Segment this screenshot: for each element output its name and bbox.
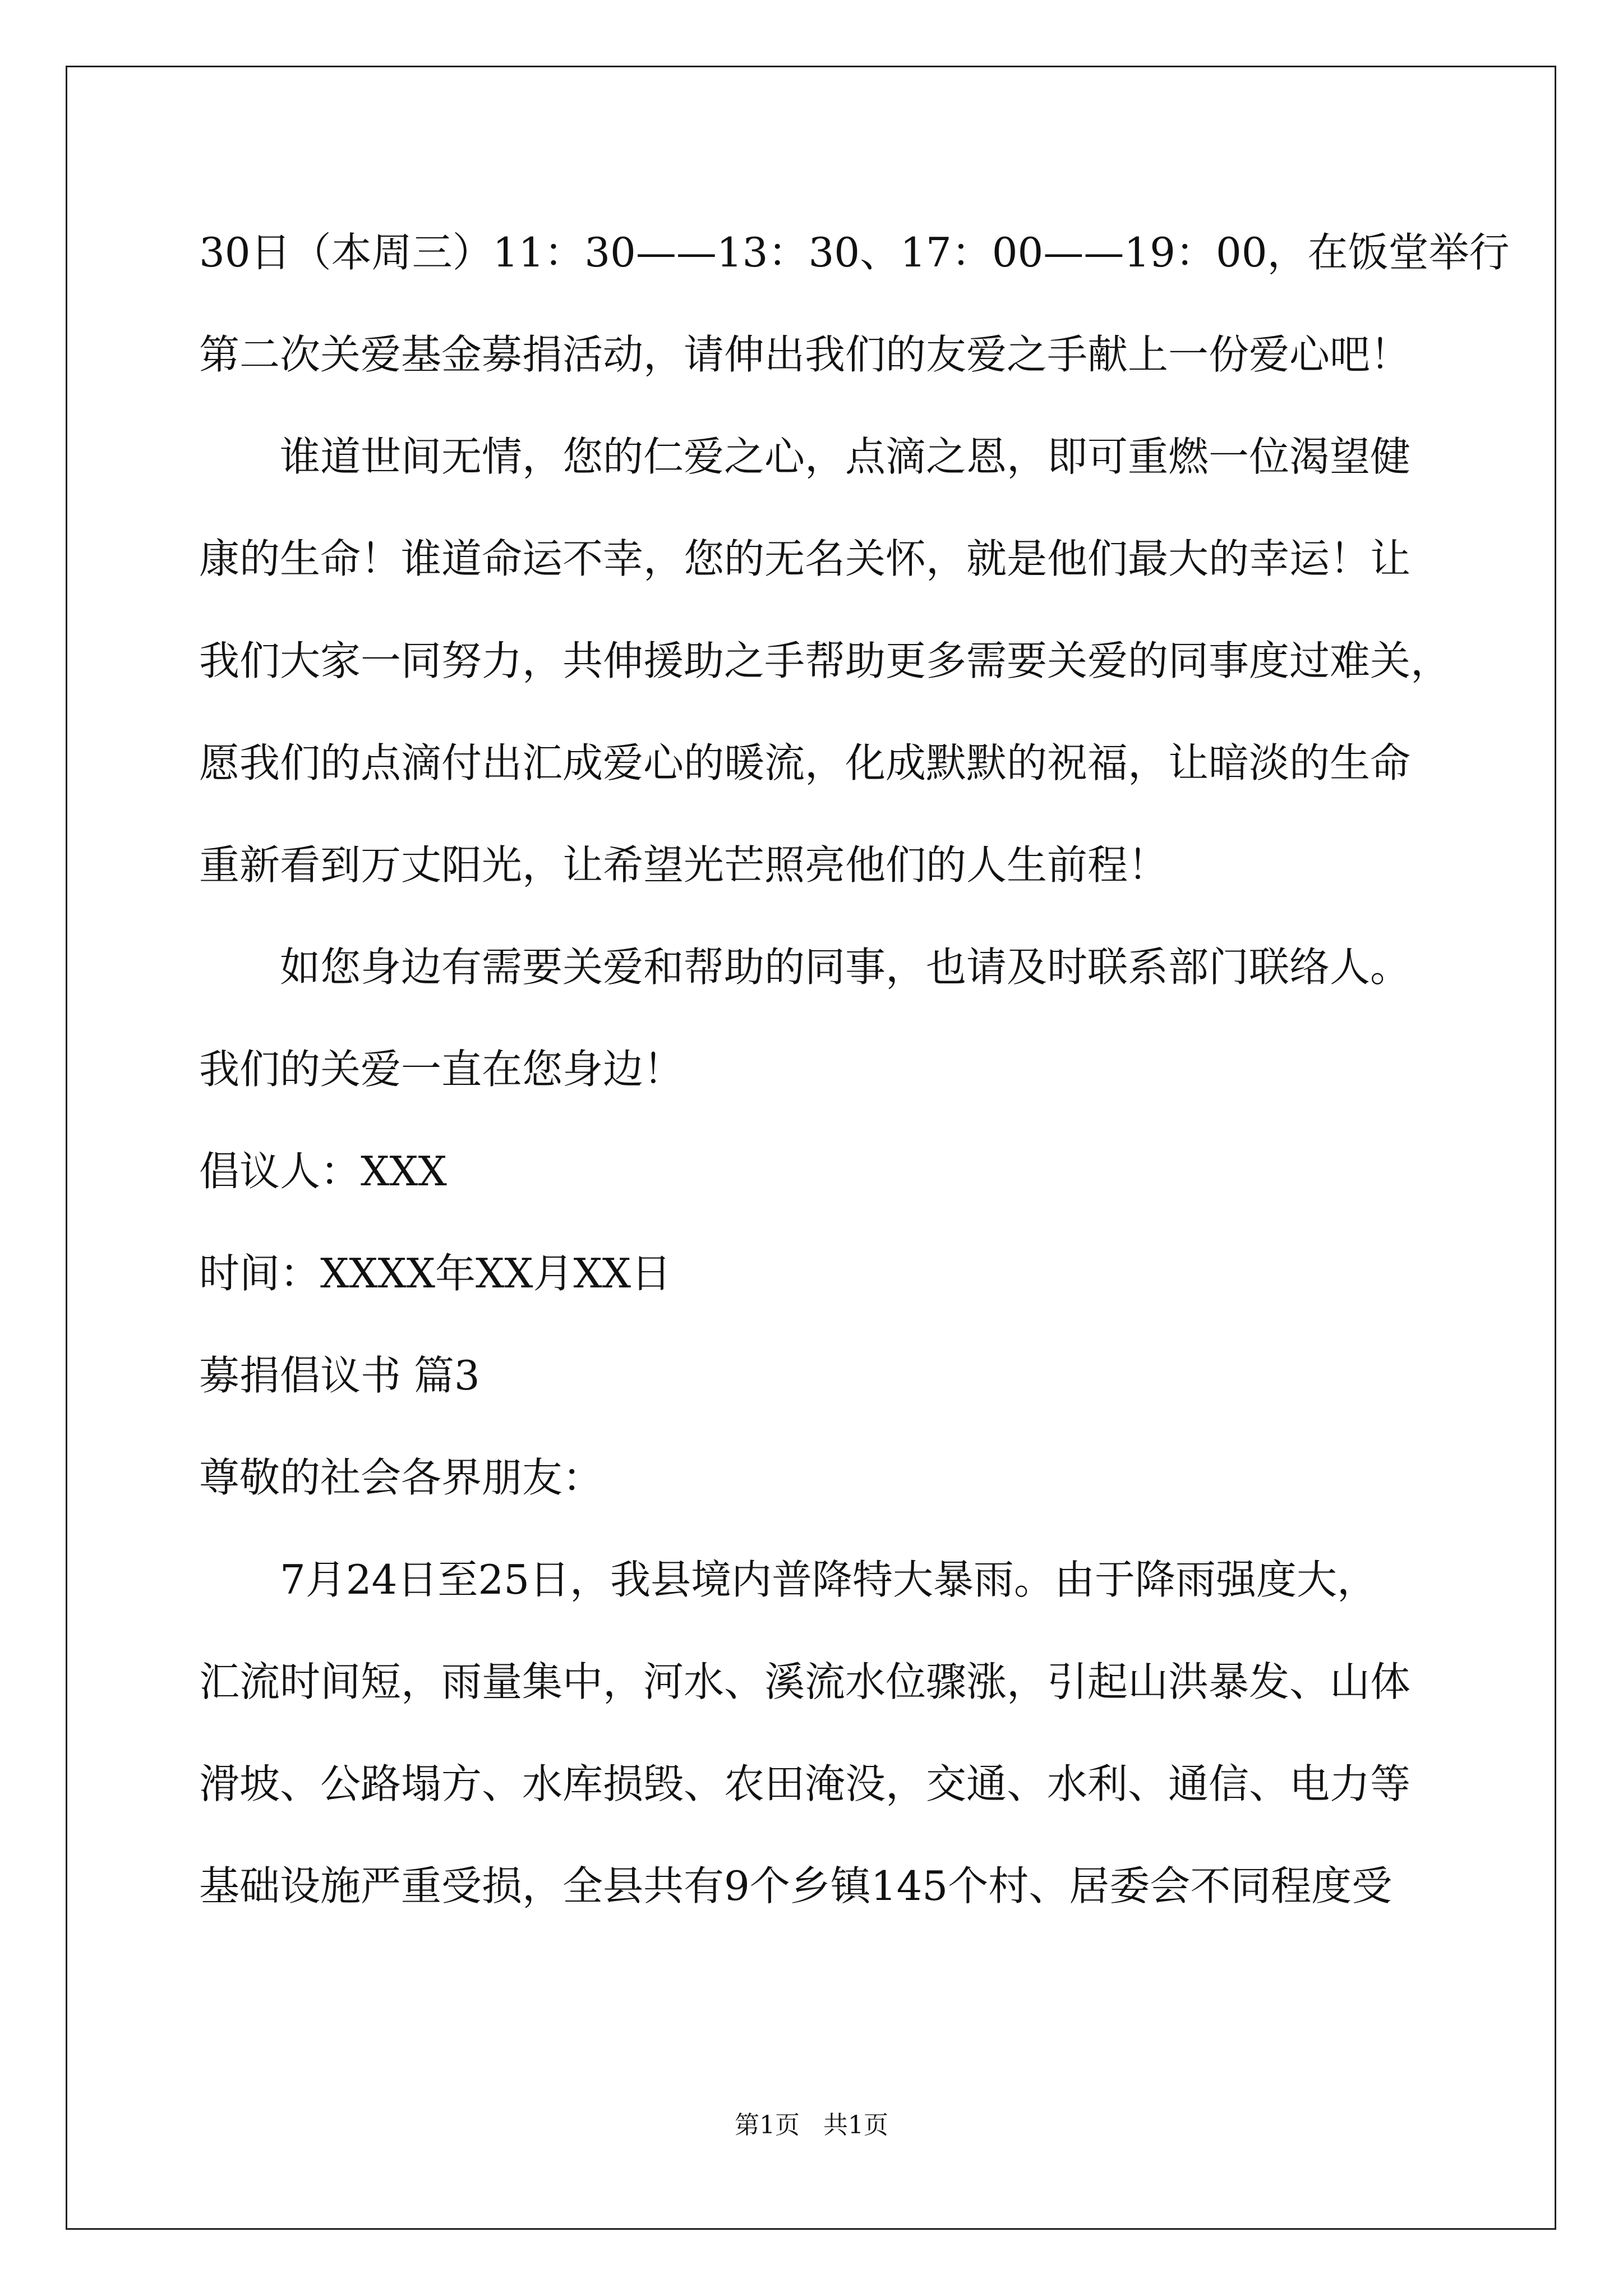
- text-line: 30日（本周三）11：30——13：30、17：00——19：00，在饭堂举行: [199, 229, 1510, 276]
- document-body: [199, 224, 1510, 1960]
- text-line: 康的生命！谁道命运不幸，您的无名关怀，就是他们最大的幸运！让: [199, 535, 1411, 582]
- paragraph-start-line: 7月24日至25日，我县境内普降特大暴雨。由于降雨强度大，: [280, 1556, 1378, 1603]
- text-line: 滑坡、公路塌方、水库损毁、农田淹没，交通、水利、通信、电力等: [199, 1760, 1411, 1807]
- date-line: 时间：XXXX年XX月XX日: [199, 1250, 672, 1297]
- section-heading: 募捐倡议书 篇3: [199, 1352, 480, 1399]
- salutation-line: 尊敬的社会各界朋友：: [199, 1454, 603, 1501]
- text-line: 我们的关爱一直在您身边！: [199, 1046, 684, 1093]
- paragraph-start-line: 谁道世间无情，您的仁爱之心，点滴之恩，即可重燃一位渴望健: [280, 433, 1411, 480]
- text-line: 第二次关爱基金募捐活动，请伸出我们的友爱之手献上一份爱心吧！: [199, 331, 1411, 378]
- page-number-footer: 第1页 共1页: [735, 2111, 888, 2139]
- signatory-line: 倡议人：XXX: [199, 1148, 447, 1195]
- text-line: 愿我们的点滴付出汇成爱心的暖流，化成默默的祝福，让暗淡的生命: [199, 739, 1411, 786]
- text-line: 重新看到万丈阳光，让希望光芒照亮他们的人生前程！: [199, 841, 1169, 889]
- paragraph-start-line: 如您身边有需要关爱和帮助的同事，也请及时联系部门联络人。: [280, 944, 1411, 991]
- text-line: 汇流时间短，雨量集中，河水、溪流水位骤涨，引起山洪暴发、山体: [199, 1658, 1411, 1705]
- text-line: 我们大家一同努力，共伸援助之手帮助更多需要关爱的同事度过难关，: [199, 637, 1451, 684]
- text-line: 基础设施严重受损，全县共有9个乡镇145个村、居委会不同程度受: [199, 1862, 1393, 1910]
